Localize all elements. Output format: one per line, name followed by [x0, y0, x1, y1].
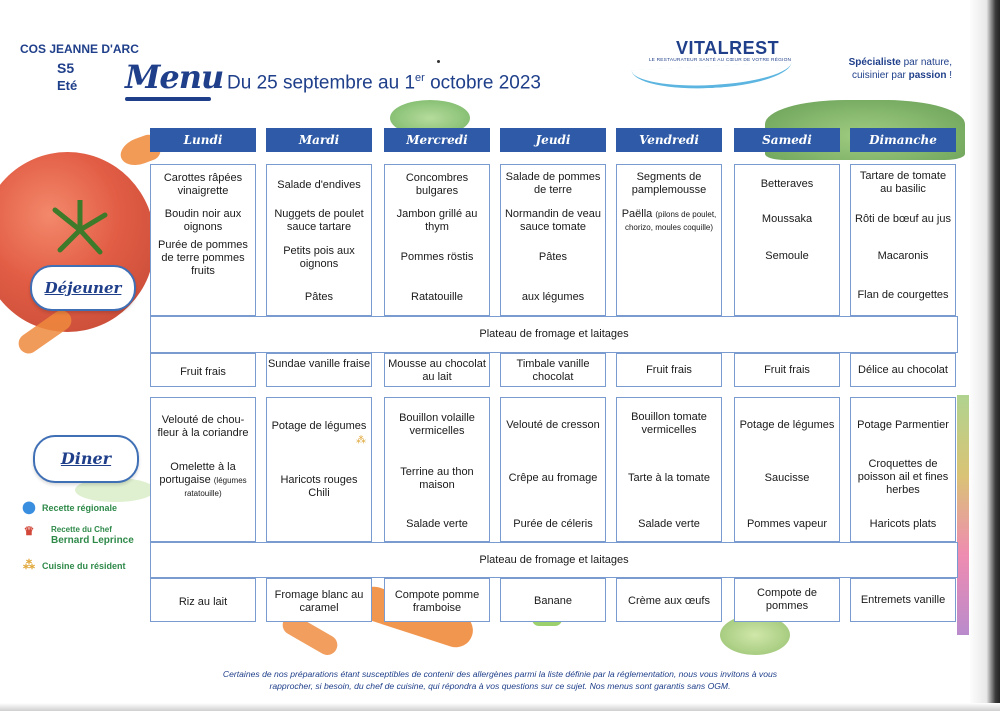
menu-item: Pommes vapeur — [746, 518, 828, 530]
legend-chef: ♛ Recette du Chef Bernard Leprince — [23, 524, 134, 546]
menu-item: Velouté de chou-fleur à la coriandre — [157, 414, 249, 439]
dinner-dessert-vendredi: Crème aux œufs — [616, 578, 722, 622]
menu-item: Pâtes — [304, 291, 334, 303]
dinner-dessert-dimanche: Entremets vanille — [850, 578, 956, 622]
menu-item: Semoule — [765, 250, 809, 262]
lunch-dessert-mardi: Sundae vanille fraise — [266, 353, 372, 387]
dinner-cell-dimanche — [850, 397, 956, 542]
dinner-dessert-samedi: Compote de pommes — [734, 578, 840, 622]
season: Eté — [57, 78, 78, 93]
menu-item: Purée de pommes de terre pommes fruits — [158, 239, 248, 277]
menu-item: aux légumes — [521, 291, 585, 303]
menu-item: Macaronis — [877, 250, 929, 262]
day-header-dimanche: Dimanche — [850, 128, 956, 152]
dinner-cell-jeudi — [500, 397, 606, 542]
brand-swoosh — [632, 62, 793, 92]
menu-item: Jambon grillé au thym — [396, 208, 478, 233]
menu-item: Petits pois aux oignons — [283, 245, 355, 270]
menu-item: Nuggets de poulet sauce tartare — [274, 208, 364, 233]
menu-item: Tartare de tomate au basilic — [859, 170, 947, 195]
dinner-cell-lundi — [150, 397, 256, 542]
menu-item: Paëlla (pilons de poulet, chorizo, moules coquille) — [621, 208, 717, 232]
lunch-dessert-lundi: Fruit frais — [150, 353, 256, 387]
menu-item: Rôti de bœuf au jus — [855, 213, 951, 225]
lunch-cell-dimanche — [850, 164, 956, 316]
brand-logo: VITALREST — [676, 38, 780, 58]
menu-item: Betteraves — [760, 178, 814, 190]
menu-item: Flan de courgettes — [857, 289, 949, 301]
lunch-cheese-band: Plateau de fromage et laitages — [150, 316, 958, 353]
dinner-cell-mardi — [266, 397, 372, 542]
lunch-dessert-dimanche: Délice au chocolat — [850, 353, 956, 387]
chef-hat-icon: ♛ — [23, 524, 35, 538]
scan-page-bottom — [0, 703, 1000, 711]
menu-item: Pommes röstis — [400, 251, 474, 263]
scan-dot — [437, 60, 440, 63]
menu-item: Omelette à la portugaise (légumes ratatouille) — [159, 461, 247, 498]
menu-item: Haricots plats — [869, 518, 937, 530]
menu-item: Terrine au thon maison — [400, 466, 474, 491]
lunch-cell-lundi — [150, 164, 256, 316]
lunch-cell-mardi — [266, 164, 372, 316]
lunch-label: Déjeuner — [30, 265, 136, 311]
location-pin-icon: ⬤ — [22, 500, 36, 514]
legend-resident: ⁂ Cuisine du résident — [23, 558, 126, 572]
site-name: COS JEANNE D'ARC — [20, 42, 139, 56]
dinner-cell-mercredi — [384, 397, 490, 542]
lunch-dessert-jeudi: Timbale vanille chocolat — [500, 353, 606, 387]
menu-item: Potage de légumes — [271, 420, 367, 432]
dinner-cell-vendredi — [616, 397, 722, 542]
menu-item: Bouillon volaille vermicelles — [399, 412, 475, 437]
tomato-leaf-decoration — [50, 200, 110, 260]
menu-item: Pâtes — [538, 251, 568, 263]
dinner-label: Diner — [33, 435, 139, 483]
day-header-samedi: Samedi — [734, 128, 840, 152]
day-header-mardi: Mardi — [266, 128, 372, 152]
menu-title-underline — [125, 97, 211, 101]
dinner-cell-samedi — [734, 397, 840, 542]
menu-item: Salade verte — [638, 518, 700, 530]
day-header-vendredi: Vendredi — [616, 128, 722, 152]
dinner-dessert-lundi: Riz au lait — [150, 578, 256, 622]
dinner-dessert-mardi: Fromage blanc au caramel — [266, 578, 372, 622]
dinner-dessert-mercredi: Compote pomme framboise — [384, 578, 490, 622]
menu-item: Crêpe au fromage — [508, 472, 598, 484]
menu-item: Carottes râpées vinaigrette — [163, 172, 243, 197]
brand-tagline: LE RESTAURATEUR SANTÉ AU CŒUR DE VOTRE RÉGION — [648, 58, 792, 63]
resident-star-icon: ⁂ — [23, 558, 35, 572]
lunch-cell-samedi — [734, 164, 840, 316]
day-header-lundi: Lundi — [150, 128, 256, 152]
day-header-mercredi: Mercredi — [384, 128, 490, 152]
menu-item: Bouillon tomate vermicelles — [631, 411, 707, 436]
menu-title: Menu — [125, 58, 224, 96]
menu-item: Croquettes de poisson ail et fines herbes — [857, 458, 949, 496]
lunch-dessert-vendredi: Fruit frais — [616, 353, 722, 387]
scan-page-edge — [970, 0, 1000, 711]
menu-item: Salade d'endives — [277, 179, 361, 191]
site-code: S5 — [57, 60, 75, 76]
legend-regional: ⬤ Recette régionale — [22, 500, 118, 514]
day-header-jeudi: Jeudi — [500, 128, 606, 152]
menu-item: Segments de pamplemousse — [631, 171, 707, 196]
lunch-cell-vendredi — [616, 164, 722, 316]
menu-item: Ratatouille — [411, 291, 463, 303]
menu-item: Salade verte — [406, 518, 468, 530]
menu-item: Tarte à la tomate — [628, 472, 710, 484]
menu-item: Saucisse — [764, 472, 810, 484]
dinner-dessert-jeudi: Banane — [500, 578, 606, 622]
menu-item: Potage de légumes — [739, 419, 835, 431]
menu-item: Haricots rouges Chili — [280, 474, 358, 499]
resident-recipe-icon: ⁂ — [356, 435, 366, 446]
menu-item: Purée de céleris — [513, 518, 593, 530]
menu-item: Velouté de cresson — [506, 419, 600, 431]
menu-item: Normandin de veau sauce tomate — [504, 208, 601, 233]
lunch-dessert-samedi: Fruit frais — [734, 353, 840, 387]
lunch-dessert-mercredi: Mousse au chocolat au lait — [384, 353, 490, 387]
vegetable-strip-decoration — [957, 395, 969, 635]
menu-period: Du 25 septembre au 1er octobre 2023 — [227, 72, 541, 94]
menu-item: Concombres bulgares — [405, 172, 469, 197]
lunch-cell-mercredi — [384, 164, 490, 316]
menu-item: Salade de pommes de terre — [505, 171, 601, 196]
brand-slogan: Spécialiste par nature, cuisinier par passion ! — [848, 57, 952, 81]
menu-item: Boudin noir aux oignons — [164, 208, 242, 233]
lunch-cell-jeudi — [500, 164, 606, 316]
menu-item: Potage Parmentier — [857, 419, 949, 431]
dinner-cheese-band: Plateau de fromage et laitages — [150, 542, 958, 578]
menu-item: Moussaka — [761, 213, 813, 225]
allergen-notice: Certaines de nos préparations étant susceptibles de contenir des allergènes parmi la liste définie par la réglementation, nous vous invitons à vous rapprocher, si besoin, du chef de cuisine, qui répondra à vos questions sur ce sujet. Nos menus sont garantis sans OGM. — [222, 669, 778, 691]
